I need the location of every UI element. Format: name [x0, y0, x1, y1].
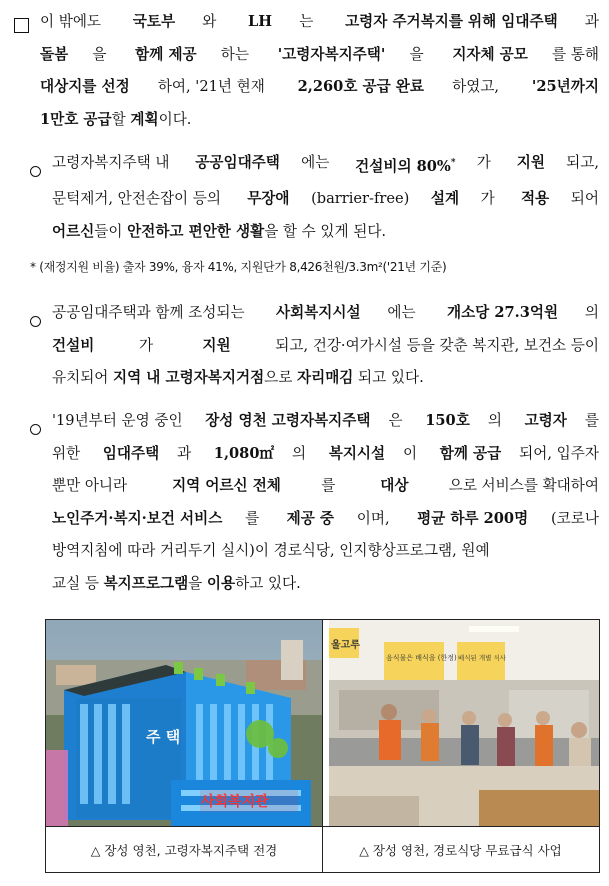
- case-line-2: 위한 임대주택 과 1,080㎡ 의 복지시설 이 함께 공급 되어, 입주자: [52, 444, 599, 462]
- caption-housing: △ 장성 영천, 고령자복지주택 전경: [46, 826, 323, 872]
- dining-hall-illustration: [329, 620, 599, 826]
- housing-line-1: 고령자복지주택 내 공공임대주택 에는 건설비의 80%* 가 지원 되고,: [52, 154, 599, 175]
- intro-line-3: 대상지를 선정 하여, '21년 현재 2,260호 공급 완료 하였고, '25년까지: [40, 78, 599, 95]
- sign-c: 배식된 개별 식사: [458, 654, 507, 662]
- paragraph-welfare-facility: [14, 297, 599, 395]
- intro-line-2: 돌봄 을 함께 제공 하는 '고령자복지주택' 을 지자체 공모 를 통해: [40, 45, 599, 63]
- welfare-line-3: 유치되어 지역 내 고령자복지거점 으로 자리매김 되고 있다.: [52, 369, 424, 386]
- paragraph-housing-support: [14, 147, 599, 248]
- paragraph-intro: [14, 6, 599, 136]
- case-line-1: '19년부터 운영 중인 장성 영천 고령자복지주택 은 150호 의 고령자 를: [52, 412, 599, 429]
- paragraph-jangseong-case: [14, 405, 599, 600]
- case-line-3: 뿐만 아니라 지역 어르신 전체 를 대상 으로 서비스를 확대하여: [52, 477, 599, 494]
- footnote-funding-ratio: * (재정지원 비율) 출자 39%, 융자 41%, 지원단가 8,426천원/3.3m²('21년 기준): [30, 260, 447, 274]
- sign-a: 울고루: [331, 640, 360, 651]
- intro-line-4: 1만호 공급 할 계획 이다.: [40, 110, 192, 128]
- housing-line-3: 어르신 들이 안전하고 편안한 생활 을 할 수 있게 된다.: [52, 222, 387, 240]
- photo-dining-hall: [329, 620, 599, 826]
- sign-welfare-hall: 사회복지관: [201, 794, 269, 810]
- case-line-6: 교실 등 복지프로그램 을 이용 하고 있다.: [52, 574, 301, 592]
- case-line-5: 방역지침에 따라 거리두기 실시)이 경로식당, 인지향상프로그램, 원예: [52, 542, 490, 559]
- housing-line-2: 문턱제거, 안전손잡이 등의 무장애 (barrier-free) 설계 가 적용 되어: [52, 190, 599, 208]
- intro-line-1: 이 밖에도 국토부 와 LH 는 고령자 주거복지를 위해 임대주택 과: [40, 13, 599, 30]
- sign-housing: 주 택: [146, 728, 181, 746]
- photo-housing-exterior: [46, 620, 322, 826]
- photo-divider: [322, 620, 323, 826]
- photo-table: [45, 619, 600, 873]
- housing-building-illustration: [46, 620, 322, 826]
- welfare-line-2: 건설비 가 지원 되고, 건강·여가시설 등을 갖춘 복지관, 보건소 등이: [52, 336, 599, 354]
- welfare-line-1: 공공임대주택과 함께 조성되는 사회복지시설 에는 개소당 27.3억원 의: [52, 304, 599, 321]
- case-line-4: 노인주거·복지·보건 서비스 를 제공 중 이며, 평균 하루 200명 (코로나: [52, 509, 599, 527]
- sign-b: 음식물은 배식을 (한정): [386, 654, 457, 662]
- caption-dining: △ 장성 영천, 경로식당 무료급식 사업: [322, 826, 599, 872]
